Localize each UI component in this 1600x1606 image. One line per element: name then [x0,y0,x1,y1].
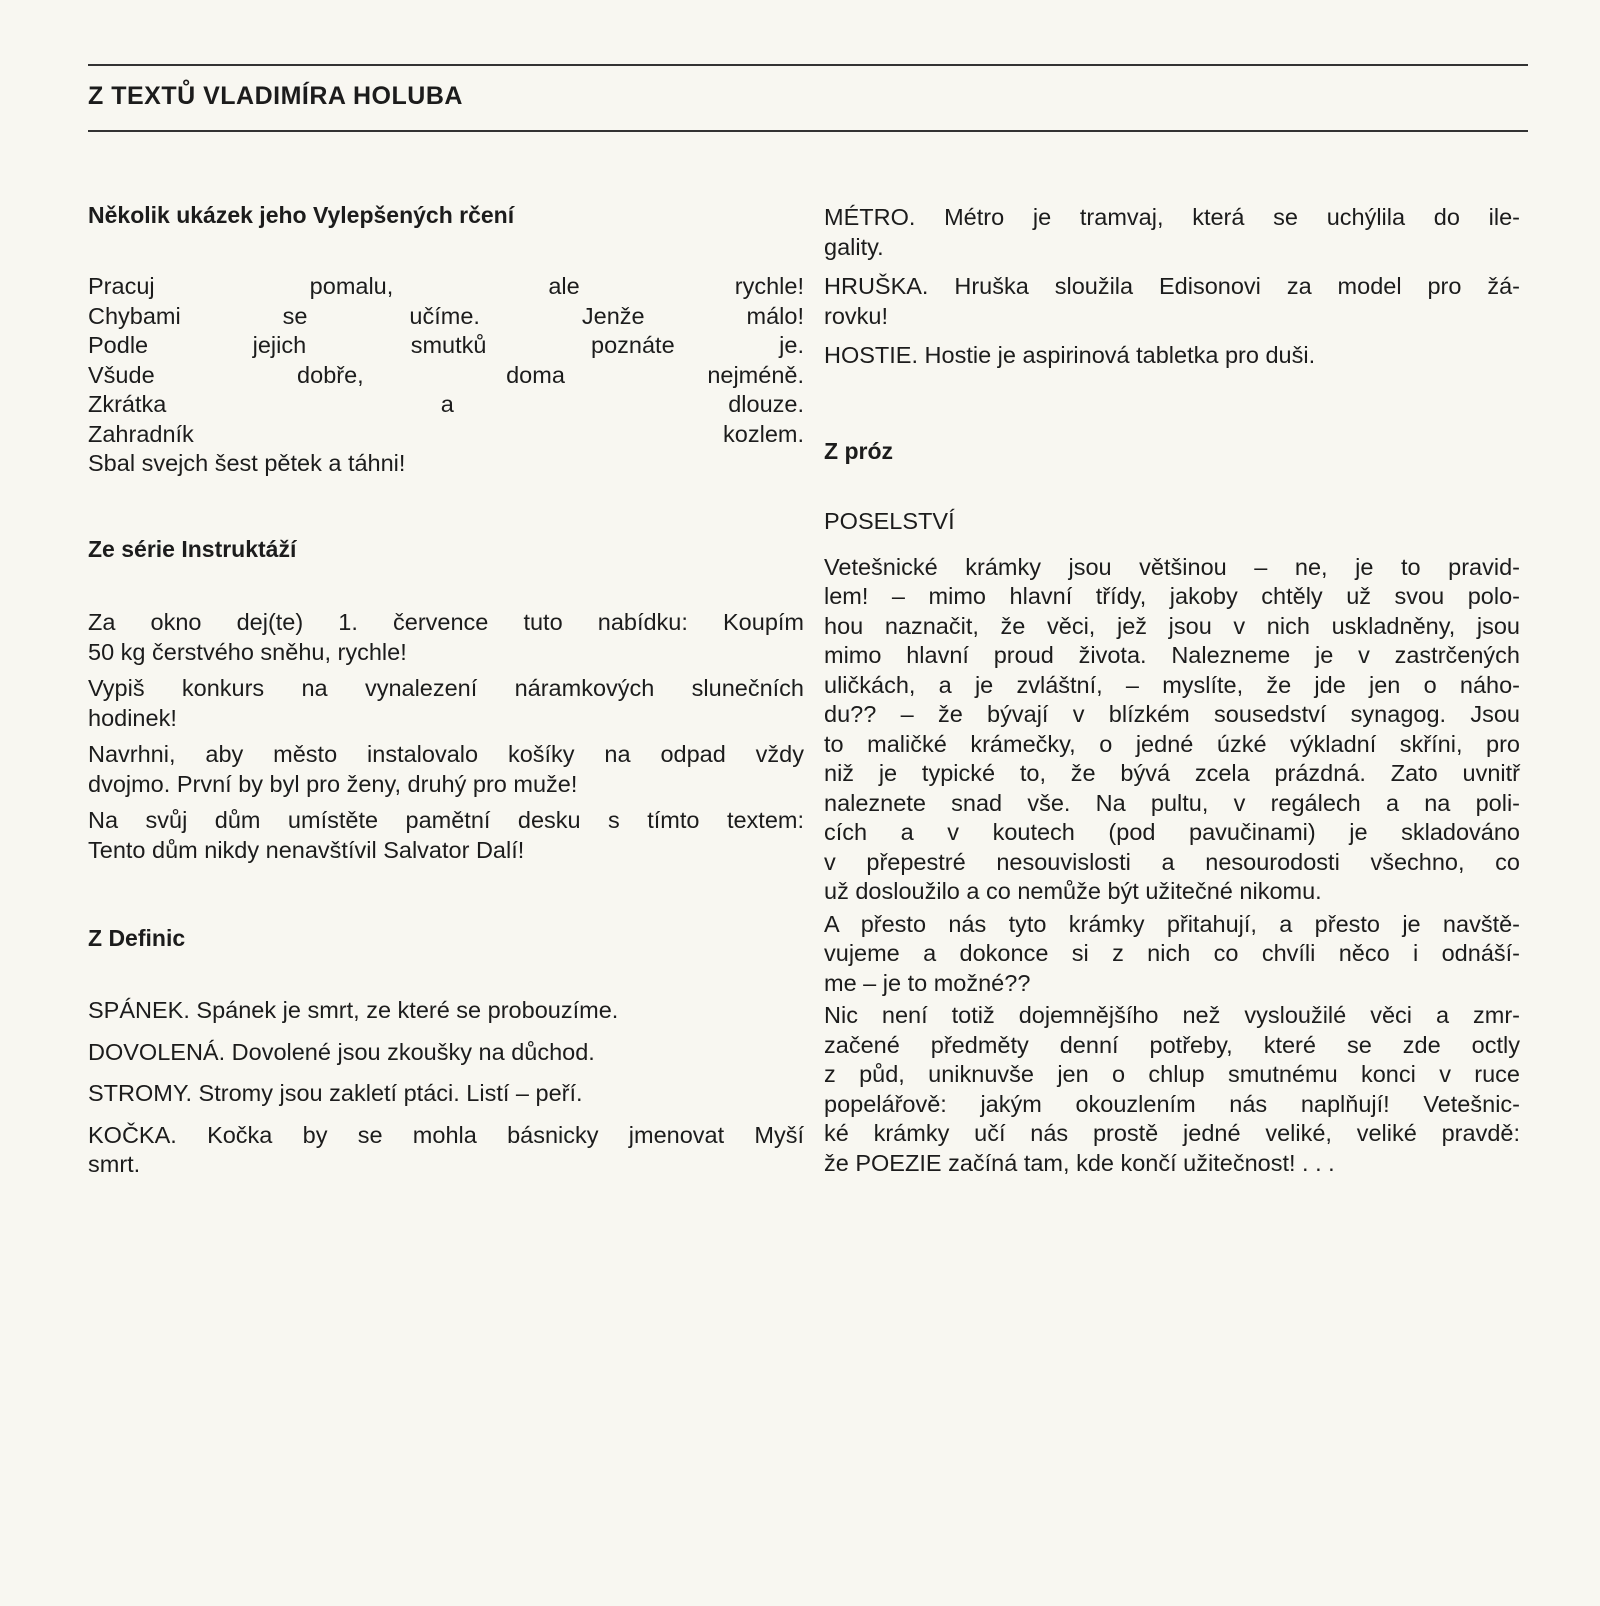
text-line: Podle jejich smutků poznáte je. [88,332,804,358]
section-definitions [88,924,804,1192]
text-line: naleznete snad vše. Na pultu, v regálech a na poli- [824,789,1520,816]
text-line: Vetešnické krámky jsou většinou – ne, je to pravid- [824,553,1520,580]
text-line: ké krámky učí nás prostě jedné veliké, veliké pravdě: [824,1120,1520,1146]
text-line: KOČKA. Kočka by se mohla básnicky jmenovat Myší [88,1121,804,1148]
section-heading: Z Definic [88,925,186,951]
text-line: du?? – že bývají v blízkém sousedství synagog. Jsou [824,701,1520,727]
text-line: niž je typické to, že bývá zcela prázdná. Zato uvnitř [824,760,1520,786]
paragraph [88,740,804,799]
paragraphs [88,996,804,1180]
paragraph [824,272,1520,331]
paragraph [88,608,804,667]
paragraphs [88,608,804,865]
section-instructions [88,535,804,872]
paragraph [824,1001,1520,1178]
paragraph [88,272,804,479]
text-line: DOVOLENÁ. Dovolené jsou zkoušky na důchod. [88,1038,595,1065]
paragraph [824,910,1520,999]
text-line: už dosloužilo a co nemůže být užitečné nikomu. [824,878,1322,904]
paragraph [88,674,804,733]
text-line: HRUŠKA. Hruška sloužila Edisonovi za model pro žá- [824,273,1520,299]
text-line: Zkrátka a dlouze. [88,391,804,417]
text-line: Zahradník kozlem. [88,420,804,447]
text-line: Za okno dej(te) 1. července tuto nabídku: Koupím [88,609,804,635]
text-line: SPÁNEK. Spánek je smrt, ze které se probouzíme. [88,997,619,1023]
section-improved-sayings [88,201,804,486]
paragraph [824,203,1520,262]
paragraphs [88,272,804,479]
text-line: STROMY. Stromy jsou zakletí ptáci. Listí – peří. [88,1080,583,1106]
text-line: Navrhni, aby město instalovalo košíky na odpad vždy [88,741,804,767]
text-line: mimo hlavní proud života. Nalezneme je v zastrčených [824,642,1520,668]
paragraphs [824,553,1520,1179]
text-line: to maličké krámečky, o jedné úzké výkladní skříni, pro [824,730,1520,757]
text-line: Pracuj pomalu, ale rychle! [88,273,804,299]
text-line: začené předměty denní potřeby, které se zde octly [824,1031,1520,1058]
section-heading: Ze série Instruktáží [88,536,297,562]
text-line: me – je to možné?? [824,969,1031,996]
text-line: hodinek! [88,704,177,731]
paragraph [88,996,804,1026]
text-line: z půd, uniknuvše jen o chlup smutnému konci v ruce [824,1061,1520,1087]
text-line: Tento dům nikdy nenavštívil Salvator Dalí! [88,836,525,863]
paragraphs [824,203,1520,371]
text-line: cích a v koutech (pod pavučinami) je skladováno [824,819,1520,845]
top-rule [88,64,1528,66]
text-line: MÉTRO. Métro je tramvaj, která se uchýlila do ile- [824,204,1520,230]
paragraph [824,553,1520,907]
text-line: v přepestré nesouvislosti a nesourodosti všechno, co [824,848,1520,875]
section-heading: Z próz [824,438,893,464]
section-definitions-continued [824,203,1520,381]
text-line: gality. [824,233,884,260]
text-line: hou naznačit, že věci, jež jsou v nich uskladněny, jsou [824,612,1520,639]
text-line: dvojmo. První by byl pro ženy, druhý pro muže! [88,770,578,797]
text-line: HOSTIE. Hostie je aspirinová tabletka pro duši. [824,342,1316,368]
paragraph [88,1079,804,1109]
text-line: Chybami se učíme. Jenže málo! [88,302,804,329]
text-line: A přesto nás tyto krámky přitahují, a přesto je navště- [824,910,1520,937]
text-line: smrt. [88,1151,141,1177]
paragraph [88,806,804,865]
text-line: Všude dobře, doma nejméně. [88,361,804,388]
text-line: že POEZIE začíná tam, kde končí užitečnost! . . . [824,1149,1335,1176]
prose-subtitle: POSELSTVÍ [824,508,955,534]
paragraph [88,1121,804,1180]
text-line: uličkách, a je zvláštní, – myslíte, že jde jen o náho- [824,671,1520,698]
text-line: Vypiš konkurs na vynalezení náramkových slunečních [88,675,804,701]
text-line: rovku! [824,302,888,329]
text-line: lem! – mimo hlavní třídy, jakoby chtěly už svou polo- [824,583,1520,609]
section-prose [824,437,1520,1181]
text-line: Na svůj dům umístěte pamětní desku s tímto textem: [88,807,804,833]
text-line: Sbal svejch šest pětek a táhni! [88,450,406,476]
paragraph [88,1038,804,1068]
text-line: Nic není totiž dojemnějšího než vysloužilé věci a zmr- [824,1002,1520,1028]
page-title: Z TEXTŮ VLADIMÍRA HOLUBA [88,82,463,110]
title-rule [88,130,1528,132]
text-line: 50 kg čerstvého sněhu, rychle! [88,638,407,665]
paragraph [824,341,1520,371]
text-line: vujeme a dokonce si z nich co chvíli něco i odnáší- [824,940,1520,966]
section-heading: Několik ukázek jeho Vylepšených rčení [88,202,515,228]
text-line: popelářově: jakým okouzlením nás naplňují! Vetešnic- [824,1090,1520,1117]
